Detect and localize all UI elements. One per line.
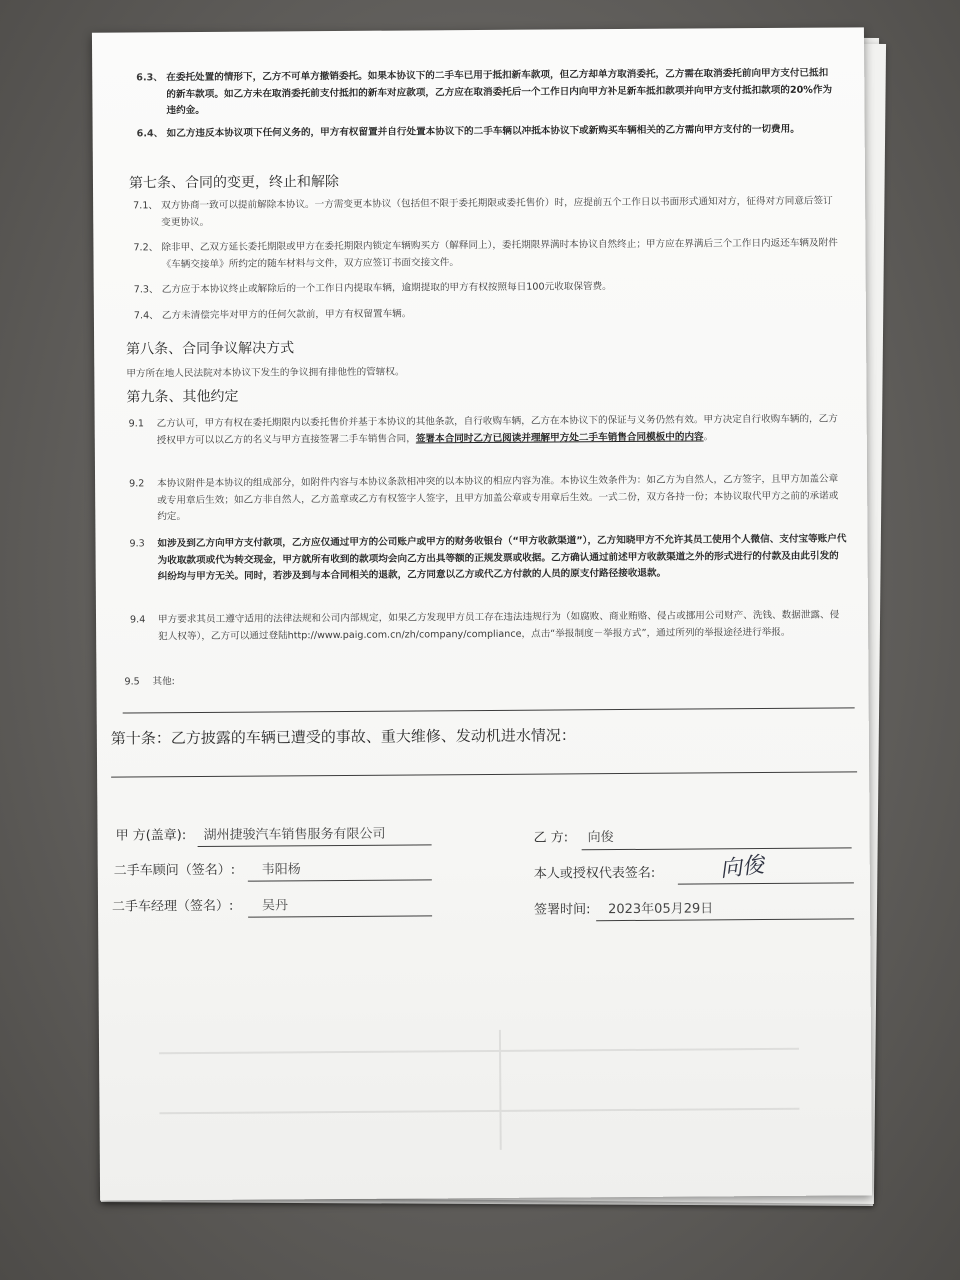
clause-6-3-text: 在委托处置的情形下，乙方不可单方撤销委托。如果本协议下的二手车已用于抵扣新车款项，但乙方却单方取消委托，乙方需在取消委托前向甲方支付已抵扣的新车款项。如乙方未在取消委托前支付抵扣的新车对应款项，乙方应在取消委托后一个工作日内向甲方补足新车抵扣款项并向甲方支付抵扣款项的20%作为违约金。 xyxy=(166,67,833,117)
clause-9-2-text: 本协议附件是本协议的组成部分，如附件内容与本协议条款相冲突的以本协议的相应内容为准。本协议生效条件为：如乙方为自然人，乙方签字，且甲方加盖公章或专用章后生效；如乙方非自然人，乙方盖章或乙方有权签字人签字，且甲方加盖公章或专用章后生效。一式二份，双方各持一份；本协议取代甲方之前的承诺或约定。 xyxy=(157,473,839,523)
representative-label: 本人或授权代表签名: xyxy=(533,865,656,882)
other-terms-line xyxy=(123,707,855,713)
section-9-title: 第九条、其他约定 xyxy=(126,388,239,406)
clause-7-3-number: 7.3、 xyxy=(133,284,159,296)
section-8-title: 第八条、合同争议解决方式 xyxy=(126,340,295,358)
show-through-print xyxy=(99,1007,872,1192)
clause-6-3-number: 6.3、 xyxy=(136,72,163,84)
clause-7-1-text: 双方协商一致可以提前解除本协议。一方需变更本协议（包括但不限于委托期限或委托售价）时，应提前五个工作日以书面形式通知对方，征得对方同意后签订变更协议。 xyxy=(161,195,833,228)
clause-9-3-number: 9.3 xyxy=(129,538,145,550)
party-a-value: 湖州捷骏汽车销售服务有限公司 xyxy=(203,826,386,843)
party-b-value: 向俊 xyxy=(587,830,614,846)
advisor-line xyxy=(248,879,432,881)
clause-9-4-number: 9.4 xyxy=(129,614,146,626)
handwritten-signature: 向俊 xyxy=(718,852,766,883)
manager-value: 吴丹 xyxy=(261,898,289,914)
party-b-line xyxy=(582,847,852,850)
party-a-label: 甲 方(盖章): xyxy=(115,828,187,844)
advisor-value: 韦阳杨 xyxy=(261,862,301,878)
clause-9-4-text: 甲方要求其员工遵守适用的法律法规和公司内部规定，如果乙方发现甲方员工存在违法违规行为（如腐败、商业贿赂、侵占或挪用公司财产、洗钱、数据泄露、侵犯人权等），乙方可以通过登陆http://www.paig.com.cn/zh/company/compliance，点击“举报制度－举报方式”，通过所列的举报途径进行举报。 xyxy=(157,609,840,642)
clause-7-1-number: 7.1、 xyxy=(133,200,159,212)
party-b-label: 乙 方: xyxy=(533,830,569,846)
clause-6-4-text: 如乙方违反本协议项下任何义务的，甲方有权留置并自行处置本协议下的二手车辆以冲抵本协议下或新购买车辆相关的乙方需向甲方支付的一切费用。 xyxy=(166,123,800,140)
date-label: 签署时间: xyxy=(534,902,591,918)
clause-9-3-text: 如涉及到乙方向甲方支付款项，乙方应仅通过甲方的公司账户或甲方的财务收银台（“甲方收款渠道”），乙方知晓甲方不允许其员工使用个人微信、支付宝等账户代为收取款项或代为转交现金，甲方就所有收到的款项均会向乙方出具等额的正规发票或收据。乙方确认通过前述甲方收款渠道之外的形式进行的付款及由此引发的纠纷均与甲方无关。同时，若涉及到与本合同相关的退款，乙方同意以乙方或代乙方付款的人员的原支付路径接收退款。 xyxy=(157,533,847,583)
contract-page xyxy=(92,27,872,1200)
clause-7-2-number: 7.2、 xyxy=(133,242,159,254)
advisor-label: 二手车顾问（签名）: xyxy=(113,862,236,879)
clause-7-3-text: 乙方应于本协议终止或解除后的一个工作日内提取车辆，逾期提取的甲方有权按照每日100元收取保管费。 xyxy=(161,281,612,296)
clause-9-1-text xyxy=(157,411,847,449)
party-a-line xyxy=(198,844,432,847)
section-8-text: 甲方所在地人民法院对本协议下发生的争议拥有排他性的管辖权。 xyxy=(126,366,405,380)
clause-9-5-label: 其他: xyxy=(152,676,175,688)
clause-7-4-text: 乙方未清偿完毕对甲方的任何欠款前，甲方有权留置车辆。 xyxy=(161,308,412,322)
clause-7-4-number: 7.4、 xyxy=(133,310,159,322)
clause-9-2-number: 9.2 xyxy=(129,478,145,490)
section-10-title: 第十条：乙方披露的车辆已遭受的事故、重大维修、发动机进水情况： xyxy=(110,726,576,748)
clause-6-4-number: 6.4、 xyxy=(136,128,164,140)
clause-7-2-text: 除非甲、乙双方延长委托期限或甲方在委托期限内锁定车辆购买方（解释同上），委托期限界满时本协议自然终止；甲方应在界满后三个工作日内返还车辆及附件《车辆交接单》所约定的随车材料与文件，双方应签订书面交接文件。 xyxy=(161,237,838,270)
clause-9-1-number: 9.1 xyxy=(128,418,144,430)
representative-line xyxy=(678,882,854,884)
clause-9-1-body: 乙方认可，甲方有权在委托期限内以委托售价并基于本协议的其他条款，自行收购车辆，乙方在本协议下的保证与义务仍然有效。甲方决定自行收购车辆的，乙方授权甲方可以以乙方的名义与甲方直接签署二手车销售合同， xyxy=(156,413,838,446)
disclosure-line xyxy=(111,771,857,777)
clause-9-1-end: 。 xyxy=(703,430,714,442)
clause-9-5-number: 9.5 xyxy=(124,676,140,688)
section-7-title: 第七条、合同的变更，终止和解除 xyxy=(128,173,340,192)
clause-9-1-underlined: 签署本合同时乙方已阅读并理解甲方处二手车销售合同模板中的内容 xyxy=(415,430,704,444)
manager-line xyxy=(248,915,432,917)
manager-label: 二手车经理（签名）: xyxy=(111,898,234,915)
date-value: 2023年05月29日 xyxy=(608,901,714,918)
